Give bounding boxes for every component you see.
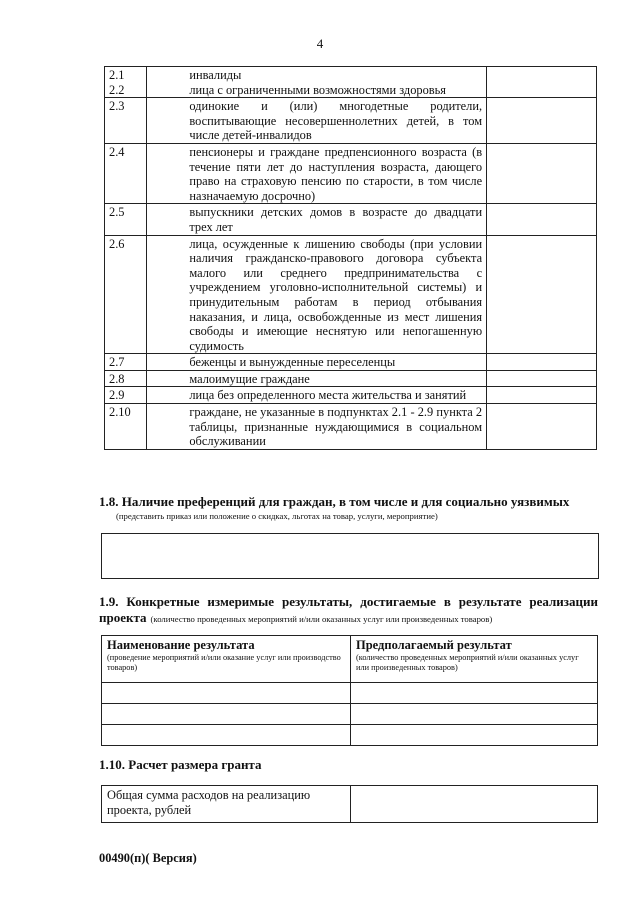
section-1-9-subtitle: (количество проведенных мероприятий и/или оказанных услуг или произведенных товаров) bbox=[150, 614, 493, 624]
value-cell[interactable] bbox=[487, 235, 597, 354]
results-table bbox=[101, 635, 598, 746]
table-row bbox=[105, 67, 597, 98]
row-number: 2.9 bbox=[105, 387, 147, 404]
table-row bbox=[102, 683, 598, 704]
row-text: лица с ограниченными возможностями здоровья bbox=[189, 82, 446, 97]
row-text: малоимущие граждане bbox=[147, 370, 487, 387]
page-number: 4 bbox=[316, 36, 324, 51]
result-value-cell[interactable] bbox=[351, 683, 598, 704]
table-row bbox=[105, 235, 597, 354]
section-1-9-title-line2 bbox=[99, 609, 492, 627]
total-expenses-label: Общая сумма расходов на реализацию проекта, рублей bbox=[102, 786, 351, 823]
table-row bbox=[105, 354, 597, 371]
preferences-input-box[interactable] bbox=[101, 533, 599, 579]
section-1-10-title: 1.10. Расчет размера гранта bbox=[99, 757, 262, 772]
value-cell[interactable] bbox=[487, 370, 597, 387]
table-row bbox=[105, 404, 597, 450]
row-number: 2.2 bbox=[109, 82, 125, 97]
row-text: лица, осужденные к лишению свободы (при условии наличия гражданско-правового договора субъекта малого или среднего предпринимательства с учреждением уголовно-исполнительной системы) и принудительным работам в период отбывания наказания, и лица, освобожденные из мест лишения свободы и имеющие неснятую или непогашенную судимость bbox=[147, 235, 487, 354]
results-table-header bbox=[102, 636, 598, 683]
result-name-cell[interactable] bbox=[102, 683, 351, 704]
table-row bbox=[105, 204, 597, 235]
section-1-9-title-cont: проекта bbox=[99, 610, 147, 625]
table-row bbox=[102, 704, 598, 725]
section-1-8-title: 1.8. Наличие преференций для граждан, в том числе и для социально уязвимых bbox=[99, 494, 570, 509]
table-row bbox=[105, 387, 597, 404]
row-number: 2.6 bbox=[105, 235, 147, 354]
col-result-title: Предполагаемый результат bbox=[356, 638, 512, 652]
row-number: 2.1 bbox=[109, 68, 125, 82]
row-text: инвалиды bbox=[189, 68, 242, 82]
row-number: 2.5 bbox=[105, 204, 147, 235]
table-row bbox=[102, 786, 598, 823]
header-name-cell bbox=[102, 636, 351, 683]
target-groups-table bbox=[104, 66, 597, 450]
row-text-cell bbox=[147, 67, 487, 98]
row-number-cell bbox=[105, 67, 147, 98]
grant-table bbox=[101, 785, 598, 823]
row-text: лица без определенного места жительства и занятий bbox=[147, 387, 487, 404]
row-text: пенсионеры и граждане предпенсионного возраста (в течение пяти лет до наступления возраста, дающего право на страховую пенсию по старости, в том числе назначаемую досрочно) bbox=[147, 143, 487, 203]
row-text: одинокие и (или) многодетные родители, воспитывающие несовершеннолетних детей, в том числе детей-инвалидов bbox=[147, 98, 487, 144]
row-number: 2.7 bbox=[105, 354, 147, 371]
value-cell[interactable] bbox=[487, 404, 597, 450]
value-cell[interactable] bbox=[487, 67, 597, 98]
total-expenses-value[interactable] bbox=[351, 786, 598, 823]
table-row bbox=[105, 98, 597, 144]
section-1-9-title: 1.9. Конкретные измеримые результаты, достигаемые в результате реализации bbox=[99, 594, 598, 609]
col-name-title: Наименование результата bbox=[107, 638, 255, 652]
table-row bbox=[105, 143, 597, 203]
value-cell[interactable] bbox=[487, 354, 597, 371]
result-name-cell[interactable] bbox=[102, 704, 351, 725]
result-name-cell[interactable] bbox=[102, 725, 351, 746]
section-1-8-subtitle: (представить приказ или положение о скидках, льготах на товар, услуги, мероприятие) bbox=[116, 511, 438, 521]
value-cell[interactable] bbox=[487, 204, 597, 235]
value-cell[interactable] bbox=[487, 387, 597, 404]
row-text: выпускники детских домов в возрасте до двадцати трех лет bbox=[147, 204, 487, 235]
row-number: 2.4 bbox=[105, 143, 147, 203]
table-row bbox=[102, 725, 598, 746]
result-value-cell[interactable] bbox=[351, 704, 598, 725]
document-code: 00490(п)( Версия) bbox=[99, 851, 197, 865]
row-text: граждане, не указанные в подпунктах 2.1 - 2.9 пункта 2 таблицы, признанные нуждающимися в социальном обслуживании bbox=[147, 404, 487, 450]
table-row bbox=[105, 370, 597, 387]
row-number: 2.8 bbox=[105, 370, 147, 387]
row-text: беженцы и вынужденные переселенцы bbox=[147, 354, 487, 371]
result-value-cell[interactable] bbox=[351, 725, 598, 746]
row-number: 2.3 bbox=[105, 98, 147, 144]
header-result-cell bbox=[351, 636, 598, 683]
col-name-subtitle: (проведение мероприятий и/или оказание услуг или производство товаров) bbox=[107, 653, 341, 672]
value-cell[interactable] bbox=[487, 143, 597, 203]
value-cell[interactable] bbox=[487, 98, 597, 144]
row-number: 2.10 bbox=[105, 404, 147, 450]
col-result-subtitle: (количество проведенных мероприятий и/или оказанных услуг или произведенных товаров) bbox=[356, 653, 579, 672]
